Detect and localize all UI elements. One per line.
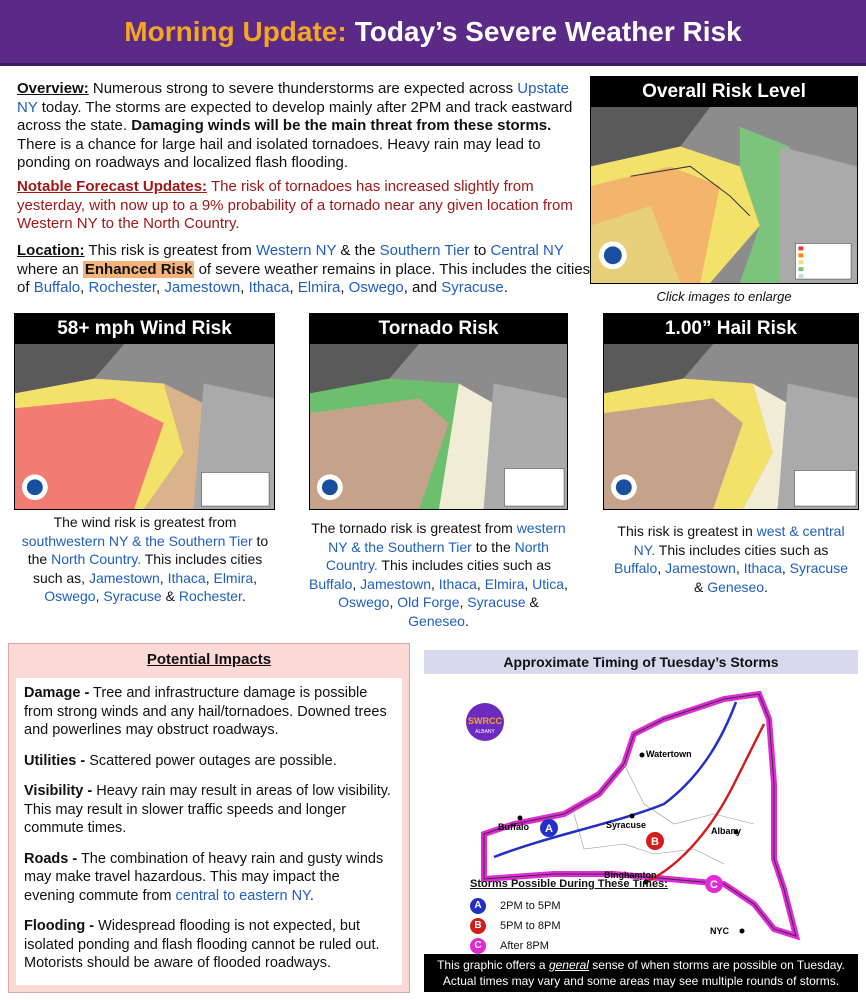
separator: ,: [564, 575, 568, 592]
region-link[interactable]: North Country.: [51, 551, 142, 567]
separator: ,: [340, 279, 349, 296]
central-ny-link[interactable]: Central NY: [490, 242, 564, 259]
legend-row: [470, 896, 668, 916]
city-link[interactable]: Geneseo: [707, 578, 765, 595]
city-link[interactable]: Elmira: [213, 569, 254, 586]
disclaimer-text: This graphic offers a: [437, 958, 549, 972]
city-link[interactable]: Geneseo: [408, 612, 465, 629]
wind-risk-title: 58+ mph Wind Risk: [57, 318, 232, 339]
city-label: NYC: [710, 926, 730, 936]
city-link[interactable]: Jamestown: [164, 279, 241, 296]
city-label: Syracuse: [606, 820, 647, 830]
impact-label: Damage -: [24, 685, 90, 701]
timing-title: Approximate Timing of Tuesday’s Storms: [424, 650, 858, 674]
city-link[interactable]: Oswego: [44, 588, 96, 604]
separator: &: [525, 594, 539, 610]
city-link[interactable]: Syracuse: [441, 279, 504, 296]
city-link[interactable]: Elmira: [297, 279, 341, 296]
city-label: Albany: [711, 826, 742, 836]
enhanced-risk-badge: Enhanced Risk: [84, 260, 193, 278]
separator: ,: [156, 279, 165, 296]
wind-risk-map[interactable]: [14, 313, 275, 510]
impact-text: Scattered power outages are possible.: [85, 752, 337, 769]
city-link[interactable]: Syracuse: [103, 588, 162, 604]
location-paragraph: [17, 242, 592, 298]
tornado-risk-map-image[interactable]: [310, 344, 567, 509]
city-link[interactable]: Jamestown: [88, 569, 160, 586]
banner-title: Today’s Severe Weather Risk: [354, 15, 742, 47]
wind-risk-map-image[interactable]: [15, 344, 274, 509]
separator: &: [694, 578, 708, 595]
city-link[interactable]: Ithaca: [248, 279, 290, 296]
location-text: to: [469, 242, 491, 259]
separator: .: [503, 279, 508, 296]
city-dot: [518, 816, 523, 821]
storm-timing-panel[interactable]: [424, 650, 858, 992]
marker-a-letter: A: [545, 823, 553, 835]
separator: .: [764, 578, 768, 595]
legend-row: [470, 936, 668, 956]
separator: , and: [403, 279, 442, 296]
city-label: Binghamton: [604, 870, 657, 880]
impact-utilities: [24, 752, 394, 771]
legend-row: [470, 916, 668, 936]
tornado-caption: [309, 519, 568, 630]
city-label: Buffalo: [498, 822, 529, 832]
marker-b-letter: B: [651, 836, 659, 848]
city-label: Watertown: [646, 749, 692, 759]
page-banner: [0, 0, 866, 66]
impact-text: Heavy rain may result in areas of low visibility. This may result in slower traffic speeds and longer commute times.: [24, 783, 391, 836]
disclaimer-text: sense of when storms are possible on Tuesday.: [588, 958, 845, 972]
city-link[interactable]: Buffalo: [614, 560, 658, 576]
wind-caption: [14, 513, 276, 606]
separator: .: [241, 588, 246, 604]
city-link[interactable]: Jamestown: [360, 575, 431, 592]
impact-label: Roads -: [24, 850, 78, 867]
separator: ,: [459, 594, 468, 610]
location-text: This risk is greatest from: [84, 242, 256, 259]
disclaimer-text: Actual times may vary and some areas may see multiple rounds of storms.: [442, 974, 840, 988]
separator: ,: [430, 575, 439, 592]
city-link[interactable]: Jamestown: [665, 560, 736, 576]
city-link[interactable]: Ithaca: [167, 569, 206, 586]
separator: ,: [95, 588, 104, 604]
overall-risk-map[interactable]: [590, 76, 858, 284]
separator: ,: [735, 560, 744, 576]
overview-text: today. The storms are expected to develop mainly after 2PM and track eastward across the state.: [17, 98, 573, 134]
tornado-risk-title: Tornado Risk: [378, 318, 499, 339]
updates-text: The risk of tornadoes has increased slightly from yesterday, with now up to a 9% probability of a tornado near any given location from Western NY to the North Country.: [17, 178, 573, 232]
timing-legend: [470, 878, 668, 956]
overview-paragraph: [17, 80, 587, 173]
impact-label: Visibility -: [24, 783, 93, 799]
overview-text: There is a chance for large hail and isolated tornadoes. Heavy rain may lead to ponding on roadways and localized flash flooding.: [17, 135, 541, 171]
click-hint: Click images to enlarge: [656, 289, 792, 304]
city-link[interactable]: Buffalo: [309, 575, 353, 592]
city-link[interactable]: Old Forge: [397, 594, 460, 610]
legend-dot-c: C: [470, 938, 486, 954]
hail-risk-title: 1.00” Hail Risk: [664, 318, 798, 339]
caption-text: This risk is greatest in: [617, 523, 757, 539]
legend-dot-b: B: [470, 918, 486, 934]
impact-visibility: [24, 782, 394, 838]
upstate-ny-link[interactable]: Upstate NY: [17, 80, 569, 116]
city-link[interactable]: Ithaca: [438, 575, 477, 592]
caption-text: to the: [471, 538, 515, 555]
overall-risk-map-image[interactable]: [591, 107, 857, 283]
city-link[interactable]: Oswego: [338, 594, 390, 610]
city-dot: [630, 814, 635, 819]
city-link[interactable]: Ithaca: [743, 560, 782, 576]
region-link[interactable]: western NY & the Southern Tier: [328, 520, 566, 555]
separator: ,: [240, 279, 249, 296]
separator: ,: [476, 575, 485, 592]
caption-text: The tornado risk is greatest from: [311, 520, 517, 536]
legend-label: 2PM to 5PM: [500, 900, 561, 912]
separator: ,: [80, 279, 89, 296]
city-link[interactable]: Rochester: [178, 588, 242, 604]
separator: ,: [205, 569, 214, 586]
impact-damage: [24, 684, 394, 740]
separator: ,: [781, 560, 790, 576]
impact-text: Tree and infrastructure damage is possible from strong winds and any hail/tornadoes. Downed trees and powerlines may obstruct roadways.: [24, 685, 387, 738]
city-link[interactable]: Syracuse: [467, 594, 526, 610]
overall-risk-title: Overall Risk Level: [642, 81, 806, 102]
impacts-body: [16, 678, 402, 985]
banner-highlight: Morning Update:: [124, 15, 347, 47]
impact-text: .: [309, 887, 314, 904]
separator: ,: [389, 594, 398, 610]
legend-dot-a: A: [470, 898, 486, 914]
overview-lead: Overview:: [17, 80, 89, 97]
impact-roads: [24, 850, 394, 906]
hail-caption: [611, 522, 851, 596]
location-text: where an: [17, 260, 83, 278]
city-link[interactable]: Oswego: [348, 279, 404, 296]
separator: ,: [352, 575, 361, 592]
city-dot: [640, 753, 645, 758]
logo-text: SWRCC: [468, 716, 502, 726]
caption-text: This includes cities such as: [655, 541, 829, 558]
western-ny-link[interactable]: Western NY: [255, 242, 337, 259]
separator: ,: [159, 569, 168, 586]
location-text: of severe weather remains in place. This includes the cities of: [17, 260, 591, 296]
separator: ,: [253, 569, 258, 586]
caption-text: This includes cities such as,: [32, 551, 263, 586]
overview-text: Numerous strong to severe thunderstorms are expected across: [88, 80, 518, 97]
impact-label: Flooding -: [24, 918, 95, 934]
separator: ,: [524, 575, 533, 592]
city-link[interactable]: Elmira: [484, 575, 525, 592]
region-link[interactable]: North Country.: [325, 538, 549, 573]
forecast-updates-paragraph: [17, 178, 587, 234]
location-text: & the: [336, 242, 380, 259]
city-link[interactable]: Buffalo: [33, 279, 81, 296]
central-eastern-ny-link[interactable]: central to eastern NY: [175, 887, 310, 904]
legend-label: 5PM to 8PM: [500, 920, 561, 932]
timing-disclaimer: [424, 954, 858, 992]
hail-risk-map[interactable]: [603, 313, 859, 510]
caption-text: to the: [27, 532, 269, 567]
disclaimer-emphasis: general: [548, 958, 589, 972]
legend-title: Storms Possible During These Times:: [470, 878, 668, 890]
overview-bold: Damaging winds will be the main threat from these storms.: [131, 117, 552, 134]
separator: &: [161, 588, 179, 604]
city-link[interactable]: Rochester: [88, 279, 157, 296]
region-link[interactable]: southwestern NY & the Southern Tier: [21, 532, 253, 549]
impacts-title: Potential Impacts: [146, 651, 272, 668]
impact-flooding: [24, 917, 394, 973]
tornado-risk-map[interactable]: [309, 313, 568, 510]
region-link[interactable]: west & central NY.: [633, 523, 845, 558]
separator: .: [464, 612, 469, 629]
potential-impacts-panel: [8, 643, 410, 993]
city-dot: [740, 929, 745, 934]
hail-risk-map-image[interactable]: [604, 344, 858, 509]
marker-c-letter: C: [710, 879, 718, 891]
impact-text: Widespread flooding is not expected, but isolated ponding and flash flooding cannot be ruled out. Motorists should be aware of flooded roadways.: [24, 918, 380, 971]
logo-subtext: ALBANY: [475, 729, 495, 735]
location-lead: Location:: [17, 242, 85, 259]
caption-text: The wind risk is greatest from: [53, 514, 237, 530]
impact-label: Utilities -: [24, 752, 86, 769]
city-link[interactable]: Syracuse: [789, 560, 848, 576]
city-link[interactable]: Utica: [532, 575, 565, 592]
separator: ,: [289, 279, 298, 296]
impact-text: The combination of heavy rain and gusty winds may make travel hazardous. This may impact the evening commute from: [24, 850, 384, 904]
separator: ,: [657, 560, 666, 576]
updates-lead: Notable Forecast Updates:: [17, 178, 208, 195]
southern-tier-link[interactable]: Southern Tier: [379, 242, 470, 259]
legend-label: After 8PM: [500, 940, 549, 952]
caption-text: This includes cities such as: [377, 557, 552, 573]
